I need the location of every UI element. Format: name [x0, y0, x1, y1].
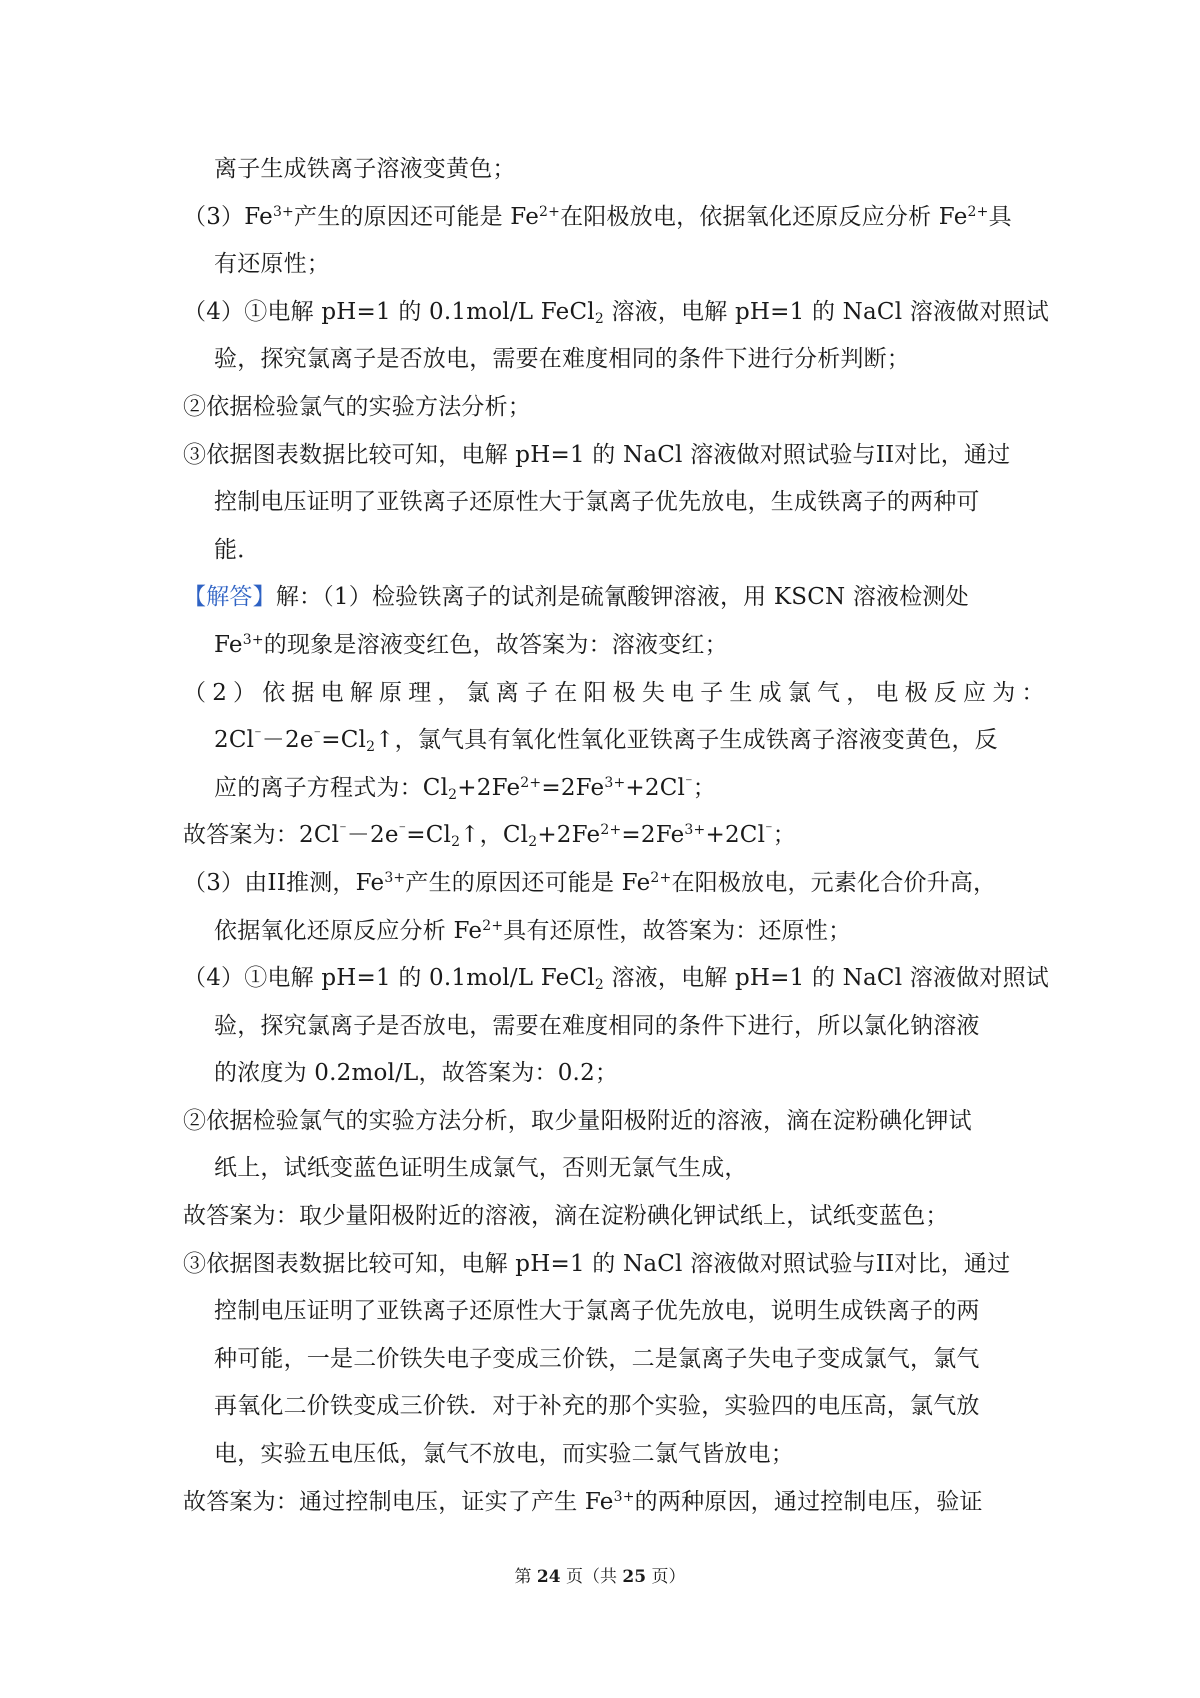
- text-line: [183, 1193, 1033, 1241]
- text: =2Fe: [621, 822, 685, 849]
- text: 产生的原因还可能是 Fe: [405, 869, 651, 896]
- text: 种可能，一是二价铁失电子变成三价铁，二是氯离子失电子变成氯气，氯气: [214, 1345, 980, 1372]
- text-line: [183, 1003, 1033, 1051]
- text: 的浓度为 0.2mol/L，故答案为：0.2；: [214, 1060, 619, 1087]
- text-line: [183, 194, 1033, 242]
- text: （3）Fe: [183, 203, 273, 230]
- text: （3）由II推测，Fe: [183, 869, 385, 896]
- text-line: [183, 765, 1033, 813]
- footer-text: 页）: [646, 1567, 686, 1587]
- subscript: 2: [594, 310, 604, 327]
- text: ②依据检验氯气的实验方法分析，取少量阳极附近的溶液，滴在淀粉碘化钾试: [183, 1107, 972, 1134]
- superscript: 3+: [613, 1488, 635, 1505]
- text: +2Cl: [705, 822, 766, 849]
- text-line: [183, 955, 1049, 1003]
- text-line: [183, 384, 1033, 432]
- text: =Cl: [406, 822, 452, 849]
- superscript: 2+: [600, 822, 622, 839]
- text: ；: [692, 774, 716, 801]
- text: 故答案为：取少量阳极附近的溶液，滴在淀粉碘化钾试纸上，试纸变蓝色；: [183, 1203, 949, 1230]
- text: 电，实验五电压低，氯气不放电，而实验二氯气皆放电；: [214, 1441, 794, 1468]
- superscript: 3+: [272, 203, 294, 220]
- text: 有还原性；: [214, 251, 330, 278]
- text-line: [183, 289, 1049, 337]
- page-footer: [0, 1562, 1200, 1587]
- text: ↑，氯气具有氧化性氧化亚铁离子生成铁离子溶液变黄色，反: [375, 727, 998, 754]
- text-line: [183, 574, 1033, 622]
- text: +2Fe: [537, 822, 601, 849]
- text: 依据氧化还原反应分析 Fe: [214, 917, 483, 944]
- text-line: [183, 908, 1033, 956]
- text-line: [183, 812, 1033, 860]
- text: 控制电压证明了亚铁离子还原性大于氯离子优先放电，生成铁离子的两种可: [214, 489, 980, 516]
- document-body: [183, 146, 1051, 1526]
- text-line: [183, 1098, 1033, 1146]
- text: 应的离子方程式为：Cl: [214, 774, 449, 801]
- text: =Cl: [321, 727, 367, 754]
- text: ③依据图表数据比较可知，电解 pH=1 的 NaCl 溶液做对照试验与II对比，通过: [183, 441, 1011, 468]
- text-line: [183, 146, 1033, 194]
- text: －2e: [346, 822, 399, 849]
- text: 在阳极放电，元素化合价升高，: [671, 869, 997, 896]
- text-line: [183, 241, 1033, 289]
- text: 能．: [214, 536, 261, 563]
- superscript: 2+: [482, 917, 504, 934]
- subscript: 2: [594, 977, 604, 994]
- subscript: 2: [451, 834, 461, 851]
- text: （4）①电解 pH=1 的 0.1mol/L FeCl: [183, 965, 595, 992]
- page-total: 25: [622, 1567, 647, 1587]
- footer-text: 页（共: [560, 1567, 623, 1587]
- superscript: 3+: [684, 822, 706, 839]
- text: 纸上，试纸变蓝色证明生成氯气，否则无氯气生成，: [214, 1155, 748, 1182]
- text: 在阳极放电，依据氧化还原反应分析 Fe: [560, 203, 968, 230]
- text-line: [183, 336, 1033, 384]
- text-line: [183, 1383, 1033, 1431]
- text: ③依据图表数据比较可知，电解 pH=1 的 NaCl 溶液做对照试验与II对比，通过: [183, 1250, 1011, 1277]
- superscript: 2+: [539, 203, 561, 220]
- text: +2Fe: [457, 774, 521, 801]
- superscript: 3+: [604, 774, 626, 791]
- text: 验，探究氯离子是否放电，需要在难度相同的条件下进行，所以氯化钠溶液: [214, 1012, 980, 1039]
- text-line: [183, 527, 1033, 575]
- text: ；: [772, 822, 796, 849]
- answer-label: 【解答】: [183, 584, 276, 611]
- subscript: 2: [528, 834, 538, 851]
- superscript: ⁻: [685, 774, 693, 791]
- text: 的两种原因，通过控制电压，验证: [634, 1488, 983, 1515]
- text-line: [183, 1336, 1033, 1384]
- text-line: [183, 1145, 1033, 1193]
- superscript: ⁻: [254, 727, 262, 744]
- text: 验，探究氯离子是否放电，需要在难度相同的条件下进行分析判断；: [214, 346, 910, 373]
- text-line: [183, 1431, 1033, 1479]
- superscript: 2+: [650, 869, 672, 886]
- text: （4）①电解 pH=1 的 0.1mol/L FeCl: [183, 298, 595, 325]
- text: ②依据检验氯气的实验方法分析；: [183, 393, 531, 420]
- subscript: 2: [366, 739, 376, 756]
- subscript: 2: [448, 786, 458, 803]
- superscript: 2+: [967, 203, 989, 220]
- text-line: [183, 432, 1033, 480]
- text: 解：（1）检验铁离子的试剂是硫氰酸钾溶液，用 KSCN 溶液检测处: [275, 584, 969, 611]
- text-line: [183, 1288, 1033, 1336]
- text: =2Fe: [541, 774, 605, 801]
- text: 溶液，电解 pH=1 的 NaCl 溶液做对照试: [603, 965, 1049, 992]
- superscript: 3+: [384, 869, 406, 886]
- text: 再氧化二价铁变成三价铁．对于补充的那个实验，实验四的电压高，氯气放: [214, 1393, 980, 1420]
- text-line: [183, 670, 1051, 718]
- text: 溶液，电解 pH=1 的 NaCl 溶液做对照试: [603, 298, 1049, 325]
- text: 控制电压证明了亚铁离子还原性大于氯离子优先放电，说明生成铁离子的两: [214, 1298, 980, 1325]
- page-number: 24: [536, 1567, 561, 1587]
- text: 故答案为：2Cl: [183, 822, 340, 849]
- superscript: 3+: [242, 631, 264, 648]
- text: 产生的原因还可能是 Fe: [294, 203, 540, 230]
- superscript: ⁻: [398, 822, 407, 839]
- footer-text: 第: [514, 1567, 537, 1587]
- text: 离子生成铁离子溶液变黄色；: [214, 156, 516, 182]
- text-line: [183, 622, 1033, 670]
- text: 的现象是溶液变红色，故答案为：溶液变红；: [263, 631, 728, 658]
- superscript: ⁻: [313, 727, 322, 744]
- text: 2Cl: [214, 727, 255, 754]
- superscript: ⁻: [765, 822, 773, 839]
- text: ↑，Cl: [460, 822, 529, 849]
- superscript: ⁻: [339, 822, 347, 839]
- superscript: 2+: [520, 774, 542, 791]
- text-line: [183, 479, 1033, 527]
- text-line: [183, 1050, 1033, 1098]
- text: 具: [988, 203, 1012, 230]
- text: Fe: [214, 631, 243, 658]
- text: －2e: [261, 727, 314, 754]
- text-line: [183, 1479, 1033, 1527]
- text-line: [183, 1241, 1033, 1289]
- text: 故答案为：通过控制电压，证实了产生 Fe: [183, 1488, 614, 1515]
- text: 具有还原性，故答案为：还原性；: [503, 917, 852, 944]
- text-line: [183, 860, 1033, 908]
- text: +2Cl: [625, 774, 686, 801]
- text: （2）依据电解原理，氯离子在阳极失电子生成氯气，电极反应为：: [183, 679, 1051, 706]
- text-line: [183, 717, 1033, 765]
